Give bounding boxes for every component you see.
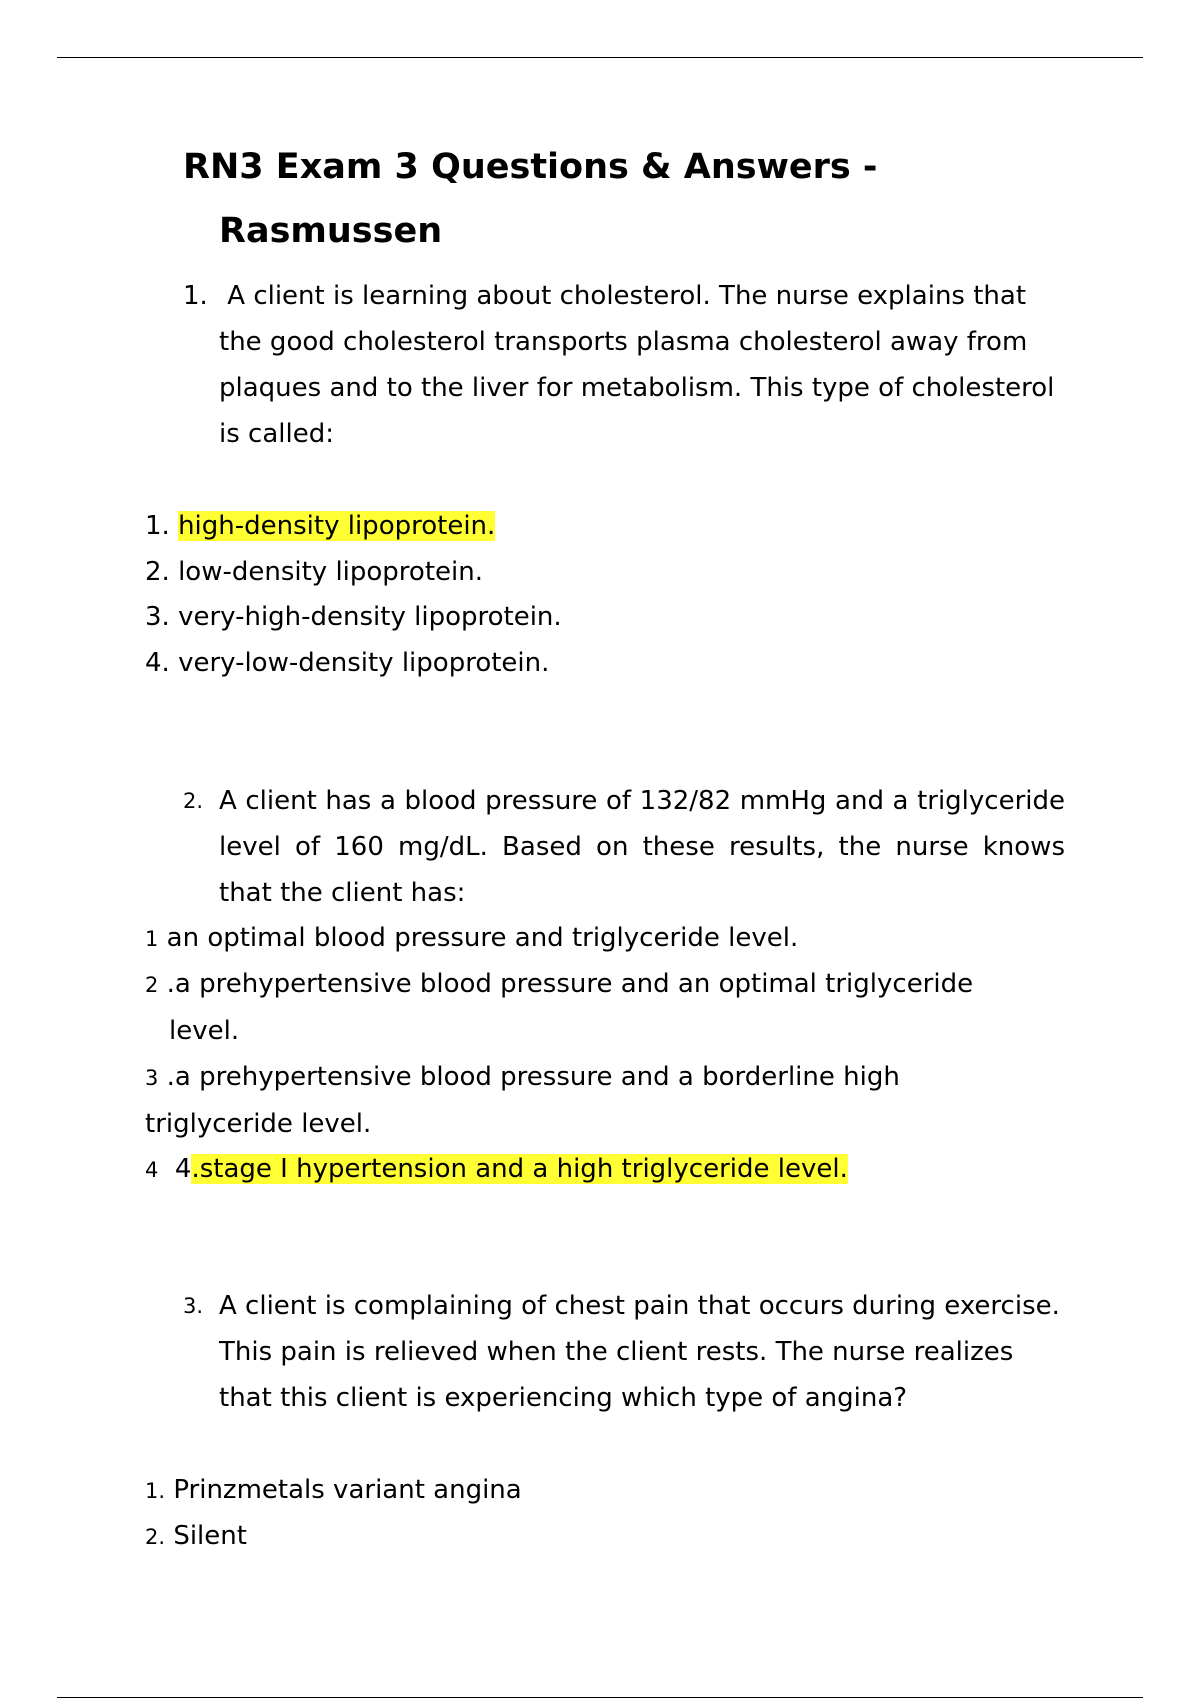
question-text: A client is learning about cholesterol. The nurse explains that the good cholesterol transports plasma cholesterol away from plaques and to the liver for metabolism. This type of cholesterol is called: [219, 281, 1063, 449]
question-number: 3. [183, 1294, 204, 1318]
answer-number: 4 [145, 1158, 159, 1182]
answer-number: 3. [145, 602, 170, 632]
question-text: A client is complaining of chest pain that occurs during exercise. This pain is relieved when the client rests. The nurse realizes that this client is experiencing which type of angina? [219, 1291, 1060, 1413]
answer-option [145, 640, 549, 686]
answer-text-highlighted: high-density lipoprotein. [178, 511, 496, 541]
top-rule [57, 57, 1143, 58]
question-2 [183, 778, 1065, 916]
answer-option [145, 1054, 1075, 1147]
question-number: 1. [183, 281, 208, 311]
question-text: A client has a blood pressure of 132/82 mmHg and a triglyceride level of 160 mg/dL. Based on these results, the nurse knows that the client has: [219, 786, 1065, 908]
answer-text: low-density lipoprotein. [178, 557, 483, 587]
answer-text: very-high-density lipoprotein. [178, 602, 562, 632]
answer-option [145, 961, 1075, 1054]
title-line-1: RN3 Exam 3 Questions & Answers - [183, 147, 878, 187]
answer-text: .a prehypertensive blood pressure and an optimal triglyceride [158, 969, 974, 999]
answer-number: 3 [145, 1066, 159, 1090]
answer-option [145, 1513, 247, 1560]
answer-option [145, 503, 495, 549]
answer-text-continuation: level. [169, 1016, 240, 1046]
answer-text-continuation: triglyceride level. [145, 1109, 372, 1139]
answer-prefix: 4 [158, 1154, 192, 1184]
answer-number: 4. [145, 648, 170, 678]
answer-text: very-low-density lipoprotein. [178, 648, 550, 678]
question-3 [183, 1283, 1065, 1421]
answer-number: 1 [145, 927, 159, 951]
answer-option [145, 549, 483, 595]
answer-number: 2 [145, 973, 159, 997]
answer-number: 2. [145, 1525, 166, 1549]
answer-text: an optimal blood pressure and triglyceride level. [158, 923, 799, 953]
answer-text-highlighted: .stage I hypertension and a high triglyceride level. [191, 1154, 848, 1184]
question-1 [183, 273, 1065, 457]
answer-option [145, 594, 562, 640]
title-line-2: Rasmussen [219, 211, 443, 251]
answer-number: 2. [145, 557, 170, 587]
answer-option [145, 915, 798, 962]
answer-text: .a prehypertensive blood pressure and a borderline high [158, 1062, 900, 1092]
bottom-rule [57, 1697, 1143, 1698]
question-number: 2. [183, 789, 204, 813]
document-title [183, 135, 1083, 263]
answer-option [145, 1146, 848, 1193]
answer-text: Prinzmetals variant angina [173, 1475, 522, 1505]
answer-option [145, 1467, 522, 1514]
answer-number: 1. [145, 511, 170, 541]
answer-number: 1. [145, 1479, 166, 1503]
answer-text: Silent [173, 1521, 247, 1551]
